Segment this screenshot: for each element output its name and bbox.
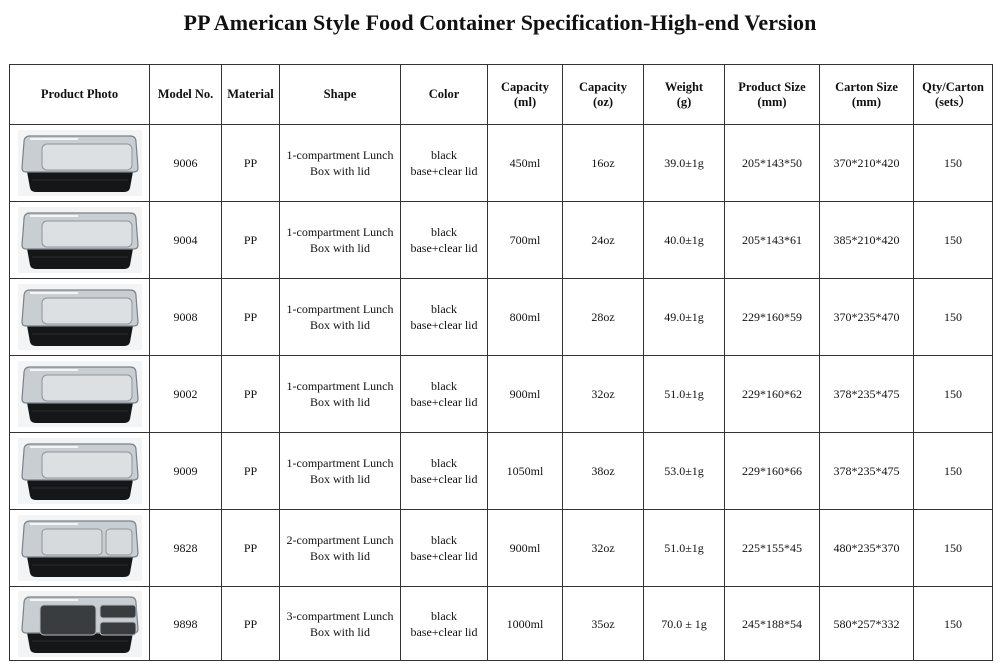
header-photo: Product Photo: [10, 65, 150, 125]
qty-carton-cell: 150: [914, 125, 993, 202]
material-cell: PP: [222, 587, 280, 661]
color-cell: black base+clear lid: [401, 587, 488, 661]
qty-carton-cell: 150: [914, 433, 993, 510]
shape-cell: 3-compartment Lunch Box with lid: [280, 587, 401, 661]
capacity-ml-cell: 1050ml: [488, 433, 563, 510]
color-cell: black base+clear lid: [401, 356, 488, 433]
weight-cell: 39.0±1g: [644, 125, 725, 202]
capacity-ml-cell: 450ml: [488, 125, 563, 202]
shape-cell: 1-compartment Lunch Box with lid: [280, 356, 401, 433]
spec-table: [9, 64, 993, 661]
material-cell: PP: [222, 433, 280, 510]
weight-cell: 40.0±1g: [644, 202, 725, 279]
product-size-cell: 229*160*62: [725, 356, 820, 433]
page-title: PP American Style Food Container Specification-High-end Version: [183, 10, 817, 35]
shape-cell: 1-compartment Lunch Box with lid: [280, 433, 401, 510]
weight-cell: 51.0±1g: [644, 510, 725, 587]
table-row: [10, 202, 993, 279]
color-cell: black base+clear lid: [401, 125, 488, 202]
shape-cell: 1-compartment Lunch Box with lid: [280, 125, 401, 202]
food-container-photo: [18, 515, 142, 581]
header-color: Color: [401, 65, 488, 125]
model-cell: 9898: [150, 587, 222, 661]
product-size-cell: 205*143*50: [725, 125, 820, 202]
food-container-photo: [18, 591, 142, 657]
qty-carton-cell: 150: [914, 202, 993, 279]
capacity-oz-cell: 16oz: [563, 125, 644, 202]
food-container-photo: [18, 361, 142, 427]
product-size-cell: 229*160*59: [725, 279, 820, 356]
capacity-ml-cell: 900ml: [488, 356, 563, 433]
model-cell: 9006: [150, 125, 222, 202]
carton-size-cell: 378*235*475: [820, 433, 914, 510]
shape-cell: 1-compartment Lunch Box with lid: [280, 202, 401, 279]
capacity-oz-cell: 28oz: [563, 279, 644, 356]
capacity-oz-cell: 32oz: [563, 510, 644, 587]
weight-cell: 70.0 ± 1g: [644, 587, 725, 661]
food-container-photo: [18, 438, 142, 504]
weight-cell: 51.0±1g: [644, 356, 725, 433]
table-row: [10, 279, 993, 356]
capacity-ml-cell: 1000ml: [488, 587, 563, 661]
carton-size-cell: 378*235*475: [820, 356, 914, 433]
carton-size-cell: 370*235*470: [820, 279, 914, 356]
capacity-ml-cell: 800ml: [488, 279, 563, 356]
header-capacity-oz: Capacity (oz): [563, 65, 644, 125]
material-cell: PP: [222, 510, 280, 587]
product-photo-cell: [10, 202, 150, 279]
header-shape: Shape: [280, 65, 401, 125]
table-row: [10, 125, 993, 202]
header-product-size: Product Size (mm): [725, 65, 820, 125]
table-row: [10, 433, 993, 510]
product-photo-cell: [10, 433, 150, 510]
header-row: [10, 65, 993, 125]
header-capacity-ml: Capacity (ml): [488, 65, 563, 125]
food-container-photo: [18, 130, 142, 196]
table-row: [10, 510, 993, 587]
product-photo-cell: [10, 510, 150, 587]
product-size-cell: 225*155*45: [725, 510, 820, 587]
table-row: [10, 587, 993, 661]
qty-carton-cell: 150: [914, 279, 993, 356]
material-cell: PP: [222, 202, 280, 279]
header-qty-carton: Qty/Carton (sets）: [914, 65, 993, 125]
header-material: Material: [222, 65, 280, 125]
carton-size-cell: 370*210*420: [820, 125, 914, 202]
material-cell: PP: [222, 279, 280, 356]
header-carton-size: Carton Size (mm): [820, 65, 914, 125]
material-cell: PP: [222, 125, 280, 202]
product-photo-cell: [10, 125, 150, 202]
model-cell: 9002: [150, 356, 222, 433]
product-size-cell: 205*143*61: [725, 202, 820, 279]
capacity-oz-cell: 35oz: [563, 587, 644, 661]
carton-size-cell: 580*257*332: [820, 587, 914, 661]
food-container-photo: [18, 207, 142, 273]
carton-size-cell: 480*235*370: [820, 510, 914, 587]
color-cell: black base+clear lid: [401, 510, 488, 587]
color-cell: black base+clear lid: [401, 279, 488, 356]
color-cell: black base+clear lid: [401, 433, 488, 510]
weight-cell: 49.0±1g: [644, 279, 725, 356]
shape-cell: 2-compartment Lunch Box with lid: [280, 510, 401, 587]
model-cell: 9008: [150, 279, 222, 356]
qty-carton-cell: 150: [914, 510, 993, 587]
product-photo-cell: [10, 279, 150, 356]
capacity-oz-cell: 38oz: [563, 433, 644, 510]
product-size-cell: 245*188*54: [725, 587, 820, 661]
model-cell: 9004: [150, 202, 222, 279]
model-cell: 9828: [150, 510, 222, 587]
color-cell: black base+clear lid: [401, 202, 488, 279]
capacity-ml-cell: 900ml: [488, 510, 563, 587]
header-weight: Weight (g): [644, 65, 725, 125]
shape-cell: 1-compartment Lunch Box with lid: [280, 279, 401, 356]
model-cell: 9009: [150, 433, 222, 510]
food-container-photo: [18, 284, 142, 350]
material-cell: PP: [222, 356, 280, 433]
capacity-ml-cell: 700ml: [488, 202, 563, 279]
weight-cell: 53.0±1g: [644, 433, 725, 510]
carton-size-cell: 385*210*420: [820, 202, 914, 279]
capacity-oz-cell: 24oz: [563, 202, 644, 279]
qty-carton-cell: 150: [914, 356, 993, 433]
capacity-oz-cell: 32oz: [563, 356, 644, 433]
product-photo-cell: [10, 356, 150, 433]
product-photo-cell: [10, 587, 150, 661]
table-row: [10, 356, 993, 433]
header-model: Model No.: [150, 65, 222, 125]
product-size-cell: 229*160*66: [725, 433, 820, 510]
qty-carton-cell: 150: [914, 587, 993, 661]
